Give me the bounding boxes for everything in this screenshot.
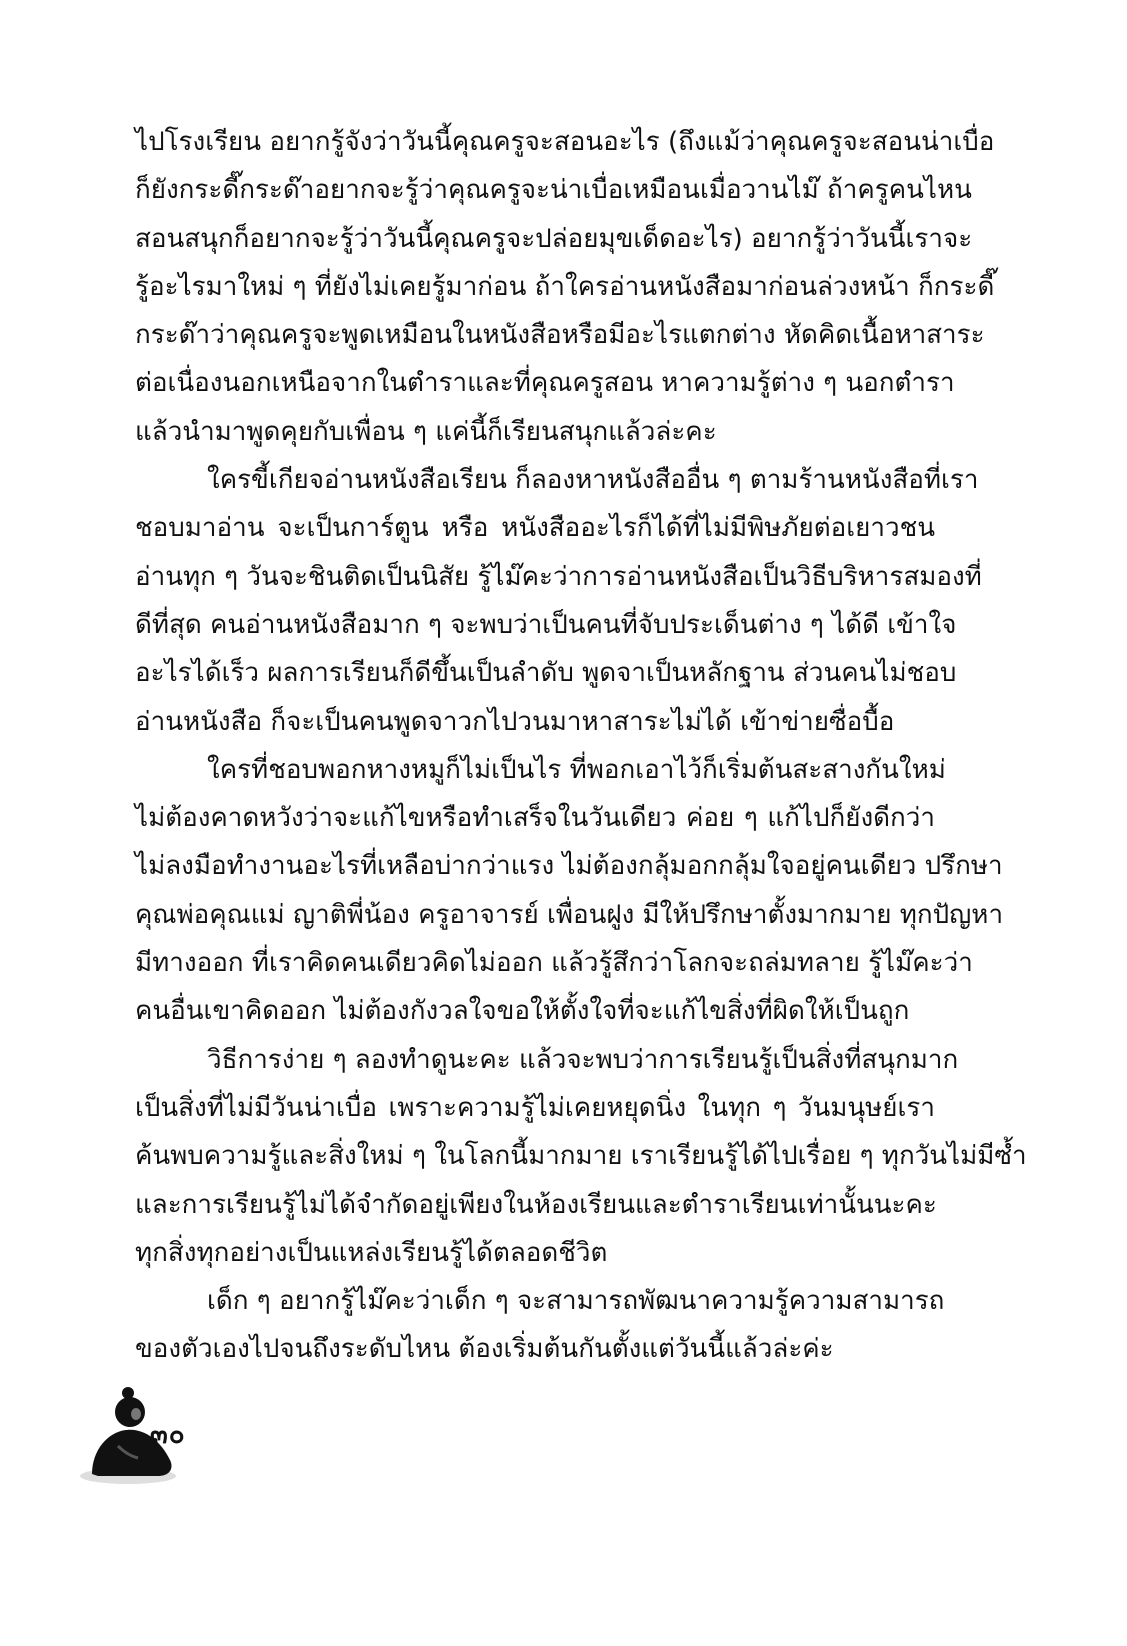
text-line: ไม่ลงมือทำงานอะไรที่เหลือบ่ากว่าแรง ไม่ต้องกลุ้มอกกลุ้มใจอยู่คนเดียว ปรึกษา [135, 851, 1003, 882]
text-line: ต่อเนื่องนอกเหนือจากในตำราและที่คุณครูสอน หาความรู้ต่าง ๆ นอกตำรา [135, 368, 955, 399]
text-line: วิธีการง่าย ๆ ลองทำดูนะคะ แล้วจะพบว่าการเรียนรู้เป็นสิ่งที่สนุกมาก [207, 1044, 959, 1075]
page-number: ๓๐ [150, 1420, 186, 1450]
text-line: แล้วนำมาพูดคุยกับเพื่อน ๆ แค่นี้ก็เรียนสนุกแล้วล่ะคะ [135, 416, 717, 447]
text-line: กระด๊าว่าคุณครูจะพูดเหมือนในหนังสือหรือมีอะไรแตกต่าง หัดคิดเนื้อหาสาระ [135, 320, 985, 351]
paragraph-3 [135, 746, 1004, 1036]
text-line: และการเรียนรู้ไม่ได้จำกัดอยู่เพียงในห้องเรียนและตำราเรียนเท่านั้นนะคะ [135, 1189, 937, 1220]
text-line: มีทางออก ที่เราคิดคนเดียวคิดไม่ออก แล้วรู้สึกว่าโลกจะถล่มทลาย รู้ไม๊คะว่า [135, 948, 973, 979]
paragraph-4 [135, 1036, 1027, 1277]
text-line: คนอื่นเขาคิดออก ไม่ต้องกังวลใจขอให้ตั้งใจที่จะแก้ไขสิ่งที่ผิดให้เป็นถูก [135, 996, 910, 1027]
text-line: คุณพ่อคุณแม่ ญาติพี่น้อง ครูอาจารย์ เพื่อนฝูง มีให้ปรึกษาตั้งมากมาย ทุกปัญหา [135, 899, 1004, 930]
paragraph-5 [135, 1277, 945, 1374]
text-line: ชอบมาอ่าน จะเป็นการ์ตูน หรือ หนังสืออะไรก็ได้ที่ไม่มีพิษภัยต่อเยาวชน [135, 513, 935, 544]
text-line: อ่านทุก ๆ วันจะชินติดเป็นนิสัย รู้ไม๊คะว่าการอ่านหนังสือเป็นวิธีบริหารสมองที่ [135, 561, 982, 592]
paragraph-1 [135, 118, 995, 456]
text-line: สอนสนุกก็อยากจะรู้ว่าวันนี้คุณครูจะปล่อยมุขเด็ดอะไร) อยากรู้ว่าวันนี้เราจะ [135, 223, 973, 254]
paragraph-2 [135, 456, 982, 746]
text-line: เด็ก ๆ อยากรู้ไม๊คะว่าเด็ก ๆ จะสามารถพัฒนาความรู้ความสามารถ [207, 1286, 945, 1317]
text-line: ทุกสิ่งทุกอย่างเป็นแหล่งเรียนรู้ได้ตลอดชีวิต [135, 1237, 608, 1268]
text-line: เป็นสิ่งที่ไม่มีวันน่าเบื่อ เพราะความรู้ไม่เคยหยุดนิ่ง ในทุก ๆ วันมนุษย์เรา [135, 1092, 935, 1123]
text-line: ค้นพบความรู้และสิ่งใหม่ ๆ ในโลกนี้มากมาย เราเรียนรู้ได้ไปเรื่อย ๆ ทุกวันไม่มีซ้ำ [135, 1141, 1027, 1172]
text-line: อ่านหนังสือ ก็จะเป็นคนพูดจาวกไปวนมาหาสาระไม่ได้ เข้าข่ายซื่อบื้อ [135, 706, 895, 737]
body-text [135, 118, 1027, 1374]
text-line: ไปโรงเรียน อยากรู้จังว่าวันนี้คุณครูจะสอนอะไร (ถึงแม้ว่าคุณครูจะสอนน่าเบื่อ [135, 127, 995, 157]
text-line: ใครที่ชอบพอกหางหมูก็ไม่เป็นไร ที่พอกเอาไว้ก็เริ่มต้นสะสางกันใหม่ [207, 754, 946, 785]
text-line: ใครขี้เกียจอ่านหนังสือเรียน ก็ลองหาหนังสืออื่น ๆ ตามร้านหนังสือที่เรา [207, 465, 979, 496]
text-line: ของตัวเองไปจนถึงระดับไหน ต้องเริ่มต้นกันตั้งแต่วันนี้แล้วล่ะค่ะ [135, 1334, 834, 1365]
text-line: อะไรได้เร็ว ผลการเรียนก็ดีขึ้นเป็นลำดับ พูดจาเป็นหลักฐาน ส่วนคนไม่ชอบ [135, 658, 957, 689]
text-line: รู้อะไรมาใหม่ ๆ ที่ยังไม่เคยรู้มาก่อน ถ้าใครอ่านหนังสือมาก่อนล่วงหน้า ก็กระดี๊ [135, 271, 995, 302]
text-line: ไม่ต้องคาดหวังว่าจะแก้ไขหรือทำเสร็จในวันเดียว ค่อย ๆ แก้ไปก็ยังดีกว่า [135, 803, 935, 834]
text-line: ดีที่สุด คนอ่านหนังสือมาก ๆ จะพบว่าเป็นคนที่จับประเด็นต่าง ๆ ได้ดี เข้าใจ [135, 609, 957, 640]
text-line: ก็ยังกระดี๊กระด๊าอยากจะรู้ว่าคุณครูจะน่าเบื่อเหมือนเมื่อวานไม๊ ถ้าครูคนไหน [135, 175, 972, 206]
